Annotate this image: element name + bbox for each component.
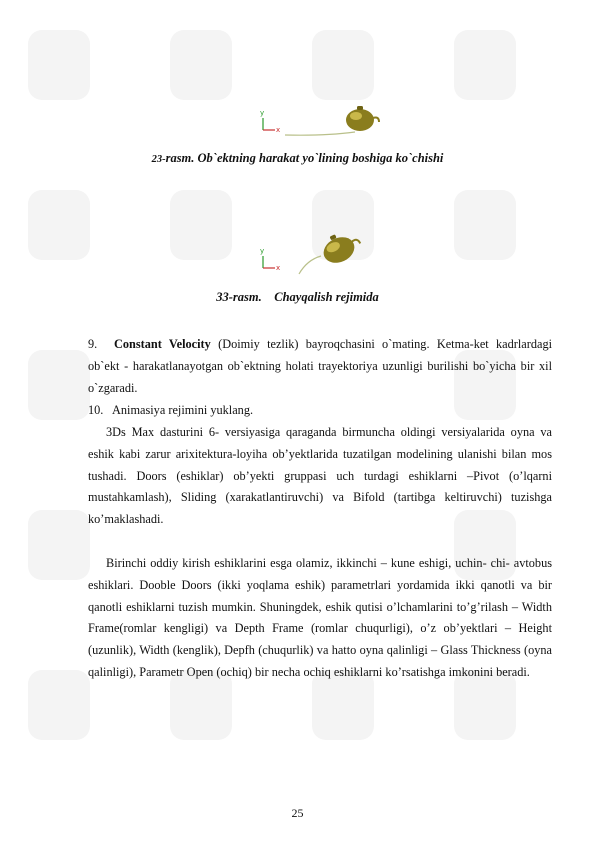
item-9	[88, 334, 552, 399]
item-10-text: Animasiya rejimini yuklang.	[112, 403, 254, 417]
figure-1-caption-text: rasm. Ob`ektning harakat yo`lining boshiga ko`chishi	[165, 151, 444, 165]
paragraph-2-text: Birinchi oddiy kirish eshiklarini esga olamiz, ikkinchi – kune eshigi, uchin- chi- avtobus eshiklari. Dooble Doors (ikki yoqlama eshik) parametrlari yordamida ikki qanotli va bir qanotli eshiklarni tuzish mumkin. Shuningdek, eshik qutisi o’lchamlarini to’g’rilash – Width Frame(romlar kengligi) va Depth Frame (romlar chuqurligi), o’z ob’yektlari – Height (uzunlik), Width (kenglik), Depfh (chuqurlik) va hatto oyna qalinligi – Glass Thickness (oyna qalinligi), Parametr Open (ochiq) bir necha ochiq eshiklarni ko’rsatishga imkonini beradi.	[88, 556, 552, 679]
axis-y-label: y	[260, 247, 265, 255]
item-9-number: 9.	[88, 337, 98, 351]
axis-gizmo-icon	[260, 247, 280, 272]
figure-1-image	[255, 102, 385, 142]
paragraph-1-text: 3Ds Max dasturini 6- versiyasiga qaraganda birmuncha oldingi versiyalarida oyna va eshik kabi zarur arixitektura-loyiha ob’yektlarida tuzatilgan modelining ulanishi bilan mos tushadi. Doors (eshiklar) ob’yekti gruppasi uch turdagi eshiklarni –Pivot (o’lqarni mustahkamlash), Sliding (xarakatlantiruvchi) va Bifold (tartibga keltiruvchi) tuzishga ko’maklashadi.	[88, 425, 552, 527]
figure-1-caption-number: 23-	[151, 154, 166, 165]
item-10-number: 10.	[88, 403, 104, 417]
figure-2-caption-text: rasm. Chayqalish rejimida	[232, 290, 379, 304]
motion-path	[285, 132, 355, 135]
item-10	[88, 400, 552, 422]
teapot-object-icon	[346, 106, 379, 131]
axis-y-label: y	[260, 109, 265, 117]
page-number: 25	[291, 806, 304, 820]
item-9-bold: Constant Velocity	[114, 337, 211, 351]
axis-x-label: x	[276, 126, 281, 134]
motion-path	[299, 256, 321, 274]
item-9-text: (Doimiy tezlik) bayroqchasini o`mating. Ketma-ket kadrlardagi ob`ekt - harakatlanayotgan ob`ektning holati trayektoriya uzunligi burilishi bo`yicha bir xil o`zgaradi.	[88, 337, 553, 395]
teapot-object-icon	[318, 232, 364, 268]
paragraph-2	[88, 553, 552, 684]
figure-2-image	[255, 232, 385, 276]
figure-2-caption-number: 33-	[216, 290, 233, 304]
axis-x-label: x	[276, 264, 281, 272]
paragraph-1	[88, 422, 552, 531]
figure-2-caption	[0, 290, 595, 305]
figure-1-caption	[0, 151, 595, 166]
axis-gizmo-icon	[260, 109, 280, 134]
